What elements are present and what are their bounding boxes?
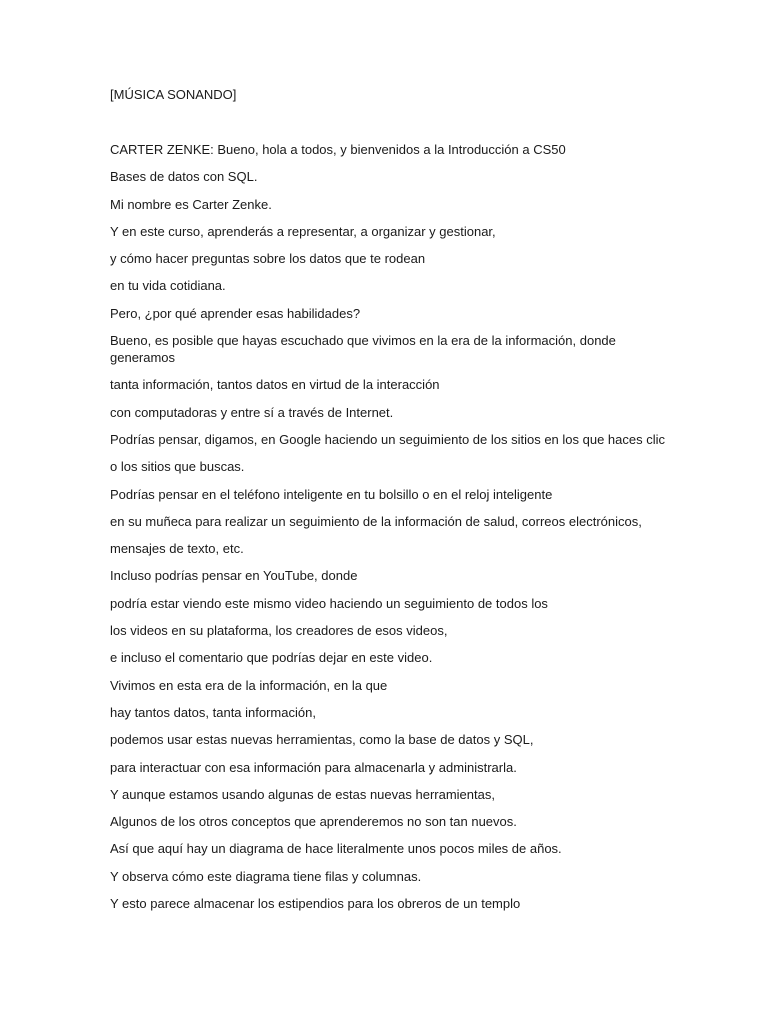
transcript-line: hay tantos datos, tanta información, <box>110 704 316 720</box>
transcript-line: Bases de datos con SQL. <box>110 169 258 185</box>
transcript-line: y cómo hacer preguntas sobre los datos que te rodean <box>110 251 426 267</box>
transcript-line: Podrías pensar en el teléfono inteligente en tu bolsillo o en el reloj inteligente <box>110 486 553 502</box>
transcript-line: mensajes de texto, etc. <box>110 541 244 557</box>
transcript-header: [MÚSICA SONANDO] <box>110 87 237 102</box>
transcript-line: Algunos de los otros conceptos que aprenderemos no son tan nuevos. <box>110 814 517 830</box>
transcript-line: e incluso el comentario que podrías dejar en este video. <box>110 650 433 666</box>
transcript-line: podría estar viendo este mismo video haciendo un seguimiento de todos los <box>110 595 548 611</box>
transcript-line: Vivimos en esta era de la información, en la que <box>110 677 388 693</box>
transcript-line: CARTER ZENKE: Bueno, hola a todos, y bienvenidos a la Introducción a CS50 <box>110 142 566 157</box>
transcript-line: Así que aquí hay un diagrama de hace literalmente unos pocos miles de años. <box>110 841 562 857</box>
transcript-line: en tu vida cotidiana. <box>110 278 226 294</box>
transcript-line: Y observa cómo este diagrama tiene filas y columnas. <box>110 868 422 884</box>
transcript-body <box>110 86 670 922</box>
transcript-line: Y aunque estamos usando algunas de estas nuevas herramientas, <box>110 786 495 802</box>
transcript-line: Podrías pensar, digamos, en Google haciendo un seguimiento de los sitios en los que haces clic <box>110 431 666 447</box>
transcript-line: Y en este curso, aprenderás a representar, a organizar y gestionar, <box>110 223 496 239</box>
transcript-line: en su muñeca para realizar un seguimiento de la información de salud, correos electrónicos, <box>110 513 642 529</box>
transcript-line: Mi nombre es Carter Zenke. <box>110 196 272 212</box>
transcript-line: o los sitios que buscas. <box>110 459 245 475</box>
transcript-line: Bueno, es posible que hayas escuchado que vivimos en la era de la información, donde generamos <box>110 333 616 366</box>
transcript-line: podemos usar estas nuevas herramientas, como la base de datos y SQL, <box>110 732 534 748</box>
transcript-line: para interactuar con esa información para almacenarla y administrarla. <box>110 759 517 775</box>
transcript-line: Incluso podrías pensar en YouTube, donde <box>110 568 358 584</box>
transcript-line: Y esto parece almacenar los estipendios para los obreros de un templo <box>110 896 521 912</box>
transcript-line: los videos en su plataforma, los creadores de esos videos, <box>110 623 448 639</box>
transcript-line: con computadoras y entre sí a través de Internet. <box>110 404 394 420</box>
transcript-line: tanta información, tantos datos en virtud de la interacción <box>110 377 440 393</box>
transcript-line: Pero, ¿por qué aprender esas habilidades? <box>110 305 361 321</box>
